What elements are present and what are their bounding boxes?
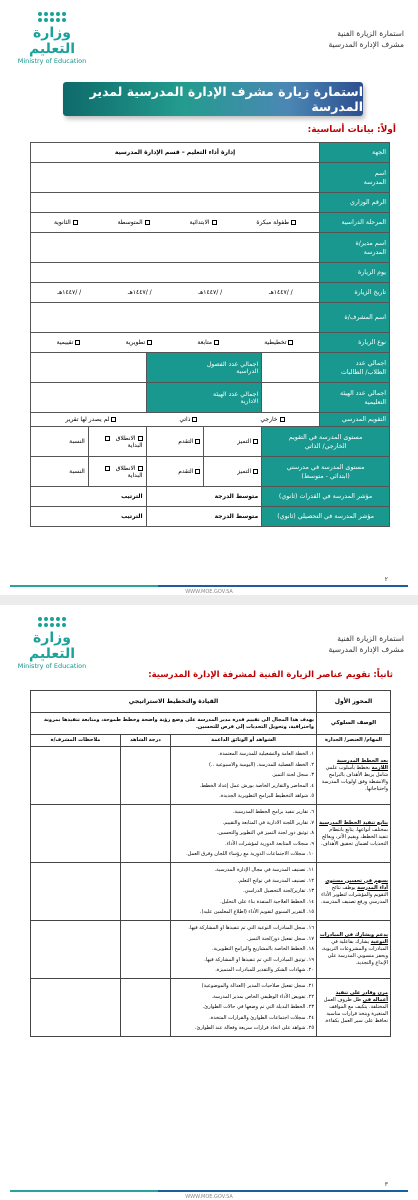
notes-cell[interactable] <box>31 747 121 805</box>
description-label: الوصف السلوكي <box>317 713 391 735</box>
description-row <box>31 713 391 735</box>
label-visit-day: يوم الزيارة <box>320 263 390 283</box>
checkbox-icon[interactable] <box>192 417 197 422</box>
visit-type-label: تخطيطية <box>264 339 287 346</box>
stage-option[interactable] <box>256 219 296 226</box>
field-ministry-no[interactable] <box>31 193 320 213</box>
description-text: يهدف هذا المجال الى تقييم قدرة مدير المدرسة على وضع رؤية واضحة وخطط طموحة، ومتابعة تنفيذها بمرونة واحترافية، وتحويل التحديات إلى فرص للتحسين. <box>31 713 317 735</box>
field-principal-name[interactable] <box>31 233 320 263</box>
evidence-item: ٢. الخطة الفصلية للمدرسة. (اليومية والاسبوعية ..) <box>209 761 315 768</box>
criterion-row <box>31 921 391 979</box>
level-option-label: البداية <box>127 471 143 479</box>
value-agency: إدارة أداء التعليم – قسم الإدارة المدرسية <box>31 143 320 163</box>
label-principal-line2: المدرسة <box>363 248 386 256</box>
evidence-item: ٢٥. شواهد على اتخاذ قرارات سريعة وفعالة عند الطوارئ. <box>194 1025 315 1032</box>
evidence-list <box>171 979 317 1037</box>
level-option[interactable] <box>204 457 262 487</box>
stage-option-label: المتوسطة <box>117 219 143 226</box>
level-option-label: التقدم <box>178 438 194 445</box>
date-field[interactable]: / /١٤٤٧هـ <box>127 289 152 296</box>
stage-option[interactable] <box>118 219 150 226</box>
criterion-text: يوظف نتائج التقويم والمؤشرات لتطوير الأداء المدرسي ورفع تصنيف المدرسة. <box>320 884 389 905</box>
label-admin-staff-line1: اجمالي عدد الهيئة <box>213 390 259 398</box>
columns-header-row <box>31 735 391 747</box>
grade-cell[interactable] <box>121 921 171 979</box>
criterion-row <box>31 747 391 805</box>
checkbox-icon[interactable] <box>253 439 258 444</box>
page-header <box>328 28 404 50</box>
row-stage <box>31 213 390 233</box>
field-classes[interactable] <box>31 353 147 383</box>
footer-bar-accent <box>158 1190 408 1192</box>
notes-cell[interactable] <box>31 863 121 921</box>
evidence-item: ١٥. التقرير السنوي لتقويم الأداء (اطلاع المعلمين عليه). <box>199 909 315 916</box>
grade-cell[interactable] <box>121 863 171 921</box>
checkbox-icon[interactable] <box>73 220 78 225</box>
label-ministry-no: الرقم الوزاري <box>320 193 390 213</box>
evidence-list <box>171 863 317 921</box>
criterion-title: بعد الخطط المدرسية اللازمة <box>336 758 389 771</box>
evidence-item: ١٦. سجل المبادرات النوعية التي تم تنفيذها او المشاركة فيها. <box>188 925 315 932</box>
stage-option-label: طفولة مبكرة <box>256 219 290 226</box>
footer-bar <box>10 1190 408 1192</box>
row-supervisor <box>31 303 390 333</box>
stage-options <box>31 213 320 233</box>
row-visit-day <box>31 263 390 283</box>
evidence-item: ١٣. تقارير/لجنة التحصيل الدراسي. <box>243 888 315 895</box>
criterion-cell <box>317 805 391 863</box>
checkbox-icon[interactable] <box>138 436 143 441</box>
school-eval-options <box>31 413 320 427</box>
page-number: ٣ <box>384 1181 388 1188</box>
criterion-text: بخطط بأسلوب علمي شامل يربط الأهداف بالبرامج والانشطة وفق اولويات المدرسة واحتياجاتها. <box>321 765 389 792</box>
level-option[interactable] <box>146 457 204 487</box>
logo-dots-icon <box>12 12 92 22</box>
visit-type-option[interactable] <box>57 339 81 346</box>
checkbox-icon[interactable] <box>253 469 258 474</box>
label-students-line2: الطلاب/ الطالبات <box>340 368 386 376</box>
page-number: ٢ <box>384 576 388 583</box>
label-classes-line2: الدراسية <box>236 367 259 375</box>
section-evaluation-title: ثانياً: تقويم عناصر الزيارة الفنية لمشرفة الإدارة المدرسية: <box>148 670 393 680</box>
checkbox-icon[interactable] <box>105 436 110 441</box>
checkbox-icon[interactable] <box>145 220 150 225</box>
col-notes: ملاحظات المشرف/ة <box>31 735 121 747</box>
footer-bar-accent <box>158 585 408 587</box>
checkbox-icon[interactable] <box>138 466 143 471</box>
visit-type-label: تقييمية <box>56 339 74 346</box>
label-admin-staff-line2: الادارية <box>240 397 259 405</box>
date-field[interactable]: / /١٤٤٧هـ <box>57 289 82 296</box>
header-form-title: استمارة الزيارة الفنية <box>337 29 404 38</box>
label-students-line1: اجمالي عدد <box>355 359 386 367</box>
checkbox-icon[interactable] <box>147 340 152 345</box>
checkbox-icon[interactable] <box>111 417 116 422</box>
logo-english-text: Ministry of Education <box>17 57 87 65</box>
axis-row <box>31 691 391 713</box>
field-teaching-staff[interactable] <box>262 383 320 413</box>
checkbox-icon[interactable] <box>195 439 200 444</box>
ministry-logo <box>12 12 92 65</box>
percent-field[interactable]: النسبة <box>31 457 89 487</box>
label-supervisor: اسم المشرف/ة <box>320 303 390 333</box>
label-classes <box>146 353 262 383</box>
evidence-item: ١. الخطة العامة والتشغيلية للمدرسة المعتمدة. <box>218 751 315 758</box>
stage-option[interactable] <box>54 219 78 226</box>
ministry-logo <box>12 617 92 670</box>
label-principal-line1: اسم مدير/ة <box>355 239 386 247</box>
criterion-row <box>31 863 391 921</box>
level-option-label: الانطلاق <box>115 434 136 442</box>
field-tahsili-avg[interactable]: متوسط الدرجة <box>146 507 262 527</box>
checkbox-icon[interactable] <box>195 469 200 474</box>
evidence-item: ٢٢. تفويض الأداء الوظيفي الخاص بمدير المدرسة. <box>211 993 315 1000</box>
notes-cell[interactable] <box>31 979 121 1037</box>
visit-type-option[interactable] <box>126 339 153 346</box>
evidence-item: ٧. تقارير اللجنة الادارية في المتابعة والتقييم. <box>222 819 315 826</box>
checkbox-icon[interactable] <box>75 340 80 345</box>
logo-arabic-text: وزارة التعليم <box>28 25 76 57</box>
evidence-item: ٨. توثيق دور لجنة التميز في التطوير والتحسين. <box>216 830 315 837</box>
row-staff <box>31 383 390 413</box>
label-level-external <box>262 427 390 457</box>
label-school-name-line2: المدرسة <box>363 178 386 186</box>
visit-type-label: تطويرية <box>125 339 146 346</box>
row-level-external <box>31 427 390 457</box>
header-form-subtitle: مشرف الإدارة المدرسية <box>328 40 404 49</box>
stage-option-label: الابتدائية <box>189 219 210 226</box>
notes-cell[interactable] <box>31 921 121 979</box>
field-qudurat-avg[interactable]: متوسط الدرجة <box>146 487 262 507</box>
criterion-title: يدعم ويشارك في المبادرات النوعية <box>319 932 389 945</box>
evidence-item: ٤. المحاضر والتقارير الخاصة بورش عمل إعداد الخطط. <box>199 782 315 789</box>
grade-cell[interactable] <box>121 805 171 863</box>
row-principal <box>31 233 390 263</box>
criterion-cell <box>317 979 391 1037</box>
school-eval-option[interactable] <box>179 416 197 423</box>
logo-dots-icon <box>12 617 92 627</box>
label-tahsili: مؤشر المدرسة في التحصيلي (ثانوي) <box>262 507 390 527</box>
evidence-item: ٦. تقارير تنفيذ برامج الخطط المدرسية. <box>232 809 315 816</box>
checkbox-icon[interactable] <box>280 417 285 422</box>
evidence-item: ٣. سجل لجنة التميز. <box>271 772 315 779</box>
form-banner-title: استمارة زيارة مشرف الإدارة المدرسية لمدير المدرسة <box>63 82 363 116</box>
visit-type-option[interactable] <box>264 339 293 346</box>
criterion-title: يتابع تنفيذ الخطط المدرسية <box>319 819 389 826</box>
row-tahsili <box>31 507 390 527</box>
school-eval-label: لم يصدر لها تقرير <box>65 416 110 423</box>
criterion-text: يشارك بفاعلية في المبادرات والمشروعات التربوية، ويحفز منسوبي المدرسة على الإبداع والتجديد. <box>321 939 389 966</box>
footer-url: WWW.MOE.GOV.SA <box>185 1194 233 1200</box>
evidence-item: ٩. سجلات المتابعة الدورية لمؤشرات الأداء. <box>225 840 315 847</box>
criterion-row <box>31 805 391 863</box>
row-qudurat <box>31 487 390 507</box>
evidence-item: ١٩. توثيق المبادرات التي تم تنفيذها او المشاركة فيها. <box>204 956 315 963</box>
criterion-text: ظل ظروف العمل المختلفة. يتكيف مع المواقف المتغيرة ويتخذ قرارات مناسبة تحافظ على سير العمل بكفاءة. <box>323 997 389 1024</box>
logo-english-text: Ministry of Education <box>17 662 87 670</box>
field-supervisor[interactable] <box>31 303 320 333</box>
basic-data-table <box>30 142 390 527</box>
footer-bar <box>10 585 408 587</box>
school-eval-option[interactable] <box>66 416 117 423</box>
label-teaching-staff-line1: اجمالي عدد الهيئة <box>340 389 386 397</box>
evidence-item: ١٢. تصنيف المدرسة في نواتج التعلم. <box>237 877 315 884</box>
logo-arabic-text: وزارة التعليم <box>28 630 76 662</box>
field-students[interactable] <box>262 353 320 383</box>
label-level-external-line1: مستوى المدرسة في التقويم <box>288 433 363 441</box>
criterion-title: مرن وقادر على تنفيذ أعماله في <box>335 990 389 1003</box>
school-eval-option[interactable] <box>260 416 284 423</box>
field-admin-staff[interactable] <box>31 383 147 413</box>
label-visit-date: تاريخ الزيارة <box>320 283 390 303</box>
row-students-classes <box>31 353 390 383</box>
label-qudurat: مؤشر المدرسة في القدرات (ثانوي) <box>262 487 390 507</box>
criterion-row <box>31 979 391 1037</box>
stage-option[interactable] <box>189 219 216 226</box>
field-tahsili-rank[interactable]: الترتيب <box>31 507 147 527</box>
axis-name: القيادة والتخطيط الاستراتيجي <box>31 691 317 713</box>
row-ministry-no <box>31 193 390 213</box>
evidence-list <box>171 747 317 805</box>
evidence-item: ٢٤. سجلات اجتماعات الطوارئ والقرارات المتخذة. <box>209 1014 315 1021</box>
label-school-eval: التقويم المدرسي <box>320 413 390 427</box>
visit-type-option[interactable] <box>197 339 219 346</box>
criterion-title: يسهم في تحسين مستوى أداء المدرسة <box>325 877 389 891</box>
criterion-cell <box>317 921 391 979</box>
stage-option-label: الثانوية <box>53 219 71 226</box>
label-level-madrasati-line1: مستوى المدرسة في مدرستي <box>286 463 365 471</box>
field-visit-day[interactable] <box>31 263 320 283</box>
label-level-madrasati-line2: (ابتدائي - متوسط) <box>301 472 350 480</box>
visit-type-options <box>31 333 320 353</box>
label-principal <box>320 233 390 263</box>
visit-date-fields <box>31 283 320 303</box>
header-form-subtitle: مشرف الإدارة المدرسية <box>328 645 404 654</box>
row-visit-date <box>31 283 390 303</box>
section-basic-data-title: أولاً: بيانات أساسية: <box>307 125 396 135</box>
level-option[interactable] <box>204 427 262 457</box>
evidence-list <box>171 921 317 979</box>
checkbox-icon[interactable] <box>214 340 219 345</box>
label-stage: المرحلة الدراسية <box>320 213 390 233</box>
row-school-eval <box>31 413 390 427</box>
evidence-item: ١٨. الخطط الخاصة بالمشاريع والبرامج التطويرية. <box>211 946 315 953</box>
grade-cell[interactable] <box>121 747 171 805</box>
checkbox-icon[interactable] <box>105 466 110 471</box>
evidence-item: ٢١. سجل تفعيل صلاحيات المدير (العدالة والموضوعية) <box>201 983 315 990</box>
col-grade: درجة الشاهد <box>121 735 171 747</box>
criterion-cell <box>317 747 391 805</box>
level-option-label: التقدم <box>178 468 194 475</box>
label-school-name-line1: اسم <box>374 169 386 177</box>
label-agency: الجهة <box>320 143 390 163</box>
label-level-madrasati <box>262 457 390 487</box>
school-eval-label: ذاتي <box>179 416 191 423</box>
evidence-item: ١٤. الخطط العلاجية المنفذة بناء على التحليل. <box>220 898 315 905</box>
row-school-name <box>31 163 390 193</box>
evidence-item: ٥. شواهد التخطيط للبرامج التطويرية الجديدة. <box>219 793 315 800</box>
date-field[interactable]: / /١٤٤٧هـ <box>268 289 293 296</box>
row-visit-type <box>31 333 390 353</box>
footer-url: WWW.MOE.GOV.SA <box>185 589 233 595</box>
percent-field[interactable]: النسبة <box>31 427 89 457</box>
evidence-item: ١١. تصنيف المدرسة في مجال الإدارة المدرسية. <box>214 867 315 874</box>
date-field[interactable]: / /١٤٤٧هـ <box>198 289 223 296</box>
checkbox-icon[interactable] <box>288 340 293 345</box>
visit-type-label: متابعة <box>197 339 213 346</box>
field-school-name[interactable] <box>31 163 320 193</box>
level-option-label: الانطلاق <box>115 464 136 472</box>
level-option-label: البداية <box>127 441 143 449</box>
checkbox-icon[interactable] <box>212 220 217 225</box>
page-header <box>328 633 404 655</box>
criterion-cell <box>317 863 391 921</box>
label-level-external-line2: الخارجي/ الذاتي <box>304 442 347 450</box>
label-visit-type: نوع الزيارة <box>320 333 390 353</box>
evidence-item: ١٠. سجلات الاجتماعات الدورية مع رؤساء اللجان وفرق العمل. <box>186 851 315 858</box>
evidence-item: ١٧. سجل تفعيل دور/لجنة التميز. <box>247 935 315 942</box>
row-level-madrasati <box>31 457 390 487</box>
level-option-label: التميز <box>237 438 252 445</box>
label-classes-line1: اجمالي عدد الفصول <box>206 360 259 368</box>
level-option[interactable] <box>88 457 146 487</box>
field-qudurat-rank[interactable]: الترتيب <box>31 487 147 507</box>
level-option[interactable] <box>146 427 204 457</box>
evidence-list <box>171 805 317 863</box>
label-admin-staff <box>146 383 262 413</box>
notes-cell[interactable] <box>31 805 121 863</box>
evidence-item: ٢٣. الخطط البديلة التي تم وضعها في حالات الطوارئ. <box>202 1004 315 1011</box>
col-criteria: المهام/ العنصر/ الجدارة <box>317 735 391 747</box>
criterion-text: بمختلف أنواعها. يتابع بانتظام تنفيذ الخطط، ويقيم الأثر، ويعالج التحديات لضمان تحقيق الأهداف. <box>320 826 389 847</box>
label-school-name <box>320 163 390 193</box>
school-eval-label: خارجي <box>260 416 278 423</box>
label-students <box>320 353 390 383</box>
label-teaching-staff-line2: التعليمية <box>364 398 386 406</box>
evaluation-table <box>30 690 391 1037</box>
axis-label: المحور الأول <box>317 691 391 713</box>
level-option[interactable] <box>88 427 146 457</box>
header-form-title: استمارة الزيارة الفنية <box>337 634 404 643</box>
page-1 <box>0 0 418 595</box>
grade-cell[interactable] <box>121 979 171 1037</box>
label-teaching-staff <box>320 383 390 413</box>
row-agency <box>31 143 390 163</box>
level-option-label: التميز <box>237 468 252 475</box>
col-evidence: الشواهد أو الوثائق الداعمة <box>171 735 317 747</box>
evidence-item: ٢٠. شهادات الشكر والتقدير للمبادرات المتميزة. <box>215 967 315 974</box>
checkbox-icon[interactable] <box>291 220 296 225</box>
